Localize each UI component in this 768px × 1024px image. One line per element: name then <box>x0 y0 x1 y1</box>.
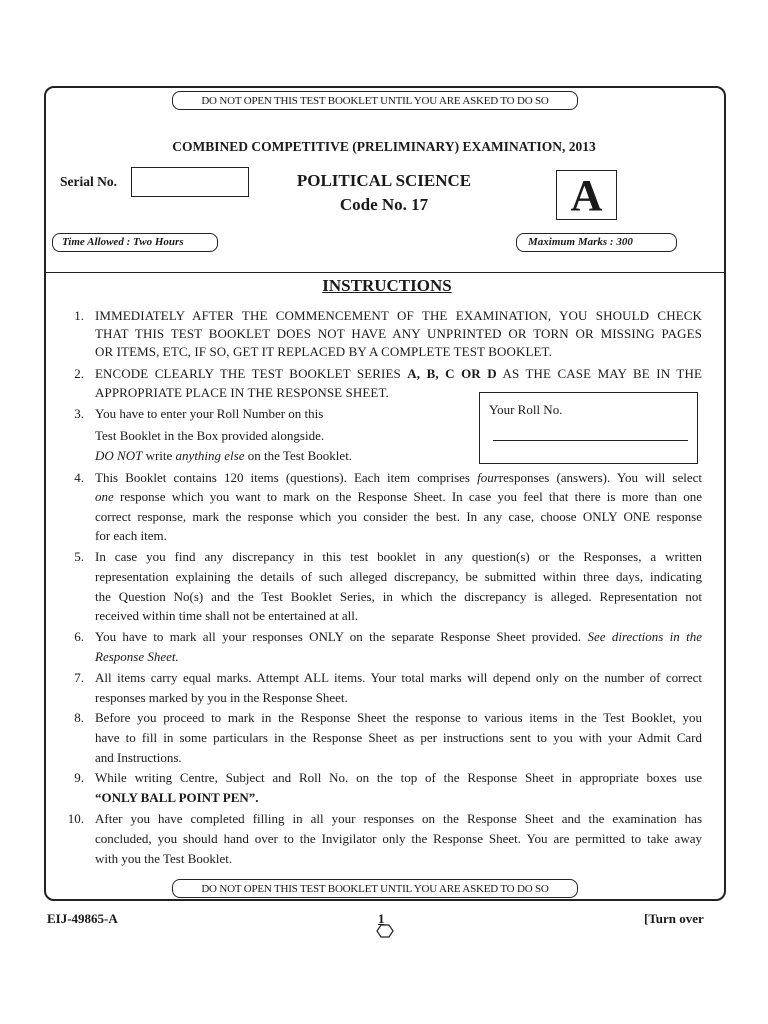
exam-title: COMBINED COMPETITIVE (PRELIMINARY) EXAMINATION, 2013 <box>172 139 596 154</box>
instruction-line: Response Sheet. <box>95 649 179 664</box>
booklet-code: EIJ-49865-A <box>47 911 118 926</box>
instruction-line: You have to mark all your responses ONLY on the separate Response Sheet provided. See directions in the <box>95 629 703 644</box>
instruction-line: In case you find any discrepancy in this test booklet in any question(s) or the Responses, a written <box>95 549 702 564</box>
booklet-series-box: A <box>556 170 617 220</box>
instruction-line: APPROPRIATE PLACE IN THE RESPONSE SHEET. <box>95 385 389 400</box>
item-number: 5. <box>74 549 84 564</box>
instruction-line: concluded, you should hand over to the Invigilator only the Response Sheet. You are permitted to take away <box>95 831 702 846</box>
instruction-line: You have to enter your Roll Number on this <box>95 406 324 421</box>
instruction-line: with you the Test Booklet. <box>95 851 233 866</box>
instruction-line: “ONLY BALL POINT PEN”. <box>95 790 259 805</box>
bottom-notice: DO NOT OPEN THIS TEST BOOKLET UNTIL YOU ARE ASKED TO DO SO <box>172 879 578 898</box>
instruction-line: received within time shall not be entertained at all. <box>95 608 359 623</box>
instruction-line: After you have completed filling in all your responses on the Response Sheet and the examination has <box>95 811 702 826</box>
instruction-line: the Question No(s) and the Test Booklet Series, in which the discrepancy is alleged. Representation not <box>95 589 702 604</box>
instruction-line: Test Booklet in the Box provided alongside. <box>95 428 325 443</box>
time-allowed: Time Allowed : Two Hours <box>52 233 218 252</box>
item-number: 4. <box>74 470 84 485</box>
instruction-line: correct response, mark the response which you consider the best. In any case, choose ONLY ONE response <box>95 509 702 524</box>
serial-label: Serial No. <box>60 174 117 189</box>
instruction-line: IMMEDIATELY AFTER THE COMMENCEMENT OF THE EXAMINATION, YOU SHOULD CHECK <box>95 308 702 323</box>
roll-number-label: Your Roll No. <box>489 402 563 417</box>
instruction-line: Before you proceed to mark in the Response Sheet the response to various items in the Test Booklet, you <box>95 710 702 725</box>
instruction-line: ENCODE CLEARLY THE TEST BOOKLET SERIES A, B, C OR D AS THE CASE MAY BE IN THE <box>95 366 702 381</box>
maximum-marks: Maximum Marks : 300 <box>516 233 677 252</box>
instruction-line: one response which you want to mark on the Response Sheet. In case you feel that there is more than one <box>95 489 702 504</box>
instruction-line: responses marked by you in the Response Sheet. <box>95 690 348 705</box>
instruction-line: OR ITEMS, ETC, IF SO, GET IT REPLACED BY A COMPLETE TEST BOOKLET. <box>95 344 552 359</box>
item-number: 10. <box>67 811 84 826</box>
instruction-line: This Booklet contains 120 items (questions). Each item comprises fourresponses (answers). You will select <box>95 470 702 485</box>
turn-over: [Turn over <box>644 911 704 926</box>
item-number: 2. <box>74 366 84 381</box>
item-number: 7. <box>74 670 84 685</box>
page-number: 1 <box>378 911 385 926</box>
instruction-line: representation explaining the details of such alleged discrepancy, be submitted within three days, indicating <box>95 569 702 584</box>
instruction-line: DO NOT write anything else on the Test Booklet. <box>95 448 353 463</box>
instructions-title: INSTRUCTIONS <box>322 276 452 295</box>
hexagon-icon <box>376 924 394 943</box>
item-number: 8. <box>74 710 84 725</box>
item-number: 6. <box>74 629 84 644</box>
top-notice: DO NOT OPEN THIS TEST BOOKLET UNTIL YOU ARE ASKED TO DO SO <box>172 91 578 110</box>
divider <box>46 272 724 273</box>
item-number: 1. <box>74 308 84 323</box>
item-number: 9. <box>74 770 84 785</box>
subject-code: Code No. 17 <box>339 195 429 214</box>
roll-number-line <box>493 440 688 441</box>
instruction-line: for each item. <box>95 528 167 543</box>
instruction-line: While writing Centre, Subject and Roll No. on the top of the Response Sheet in appropriate boxes use <box>95 770 702 785</box>
instruction-line: have to fill in some particulars in the Response Sheet as per instructions sent to you with your Admit Card <box>95 730 702 745</box>
subject-title: POLITICAL SCIENCE <box>296 171 472 190</box>
instruction-line: All items carry equal marks. Attempt ALL items. Your total marks will depend only on the number of correct <box>95 670 702 685</box>
instruction-line: and Instructions. <box>95 750 182 765</box>
instruction-line: THAT THIS TEST BOOKLET DOES NOT HAVE ANY UNPRINTED OR TORN OR MISSING PAGES <box>95 326 702 341</box>
item-number: 3. <box>74 406 84 421</box>
